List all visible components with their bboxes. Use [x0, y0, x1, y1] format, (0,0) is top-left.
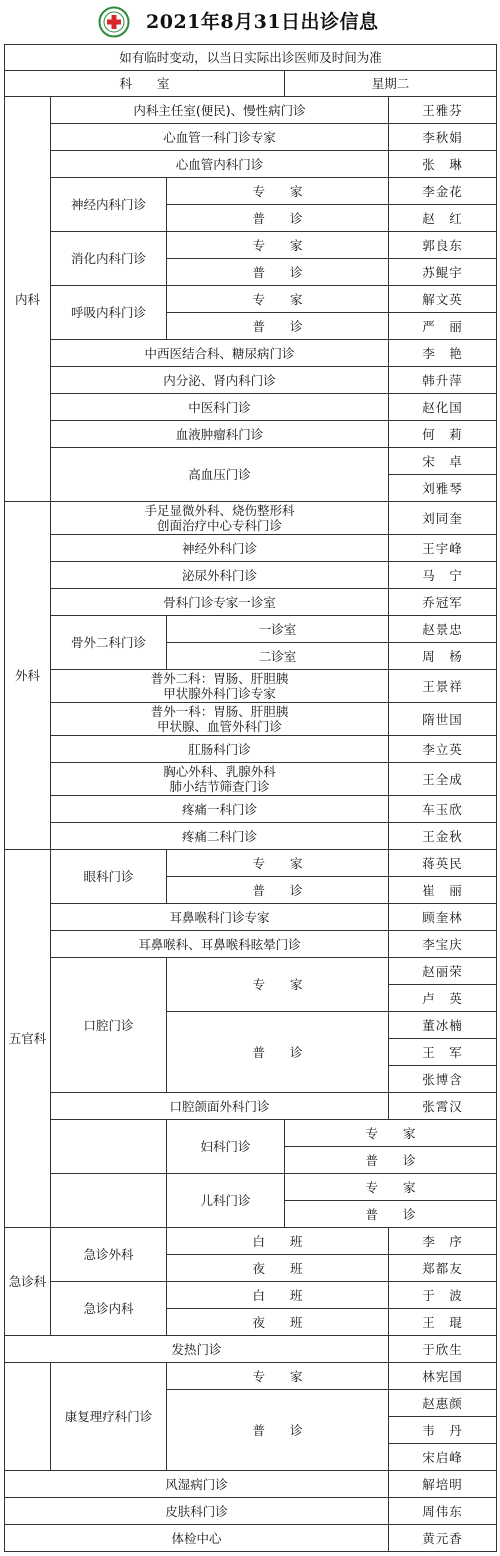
schedule-row — [5, 703, 497, 736]
doctor-name-cell: 张 琳 — [389, 151, 497, 178]
schedule-row — [5, 394, 497, 421]
doctor-name-cell: 周 杨 — [389, 643, 497, 670]
doctor-name-cell: 车玉欣 — [389, 796, 497, 823]
schedule-row — [5, 340, 497, 367]
department-cell: 妇科门诊 — [167, 1120, 285, 1174]
department-cell: 发热门诊 — [5, 1336, 389, 1363]
schedule-row — [5, 1498, 497, 1525]
doctor-name-cell: 解文英 — [389, 286, 497, 313]
doctor-name-cell: 黄元香 — [389, 1525, 497, 1552]
column-header-row — [5, 71, 497, 97]
schedule-row — [5, 1093, 497, 1120]
subtype-cell: 专 家 — [167, 958, 389, 1012]
schedule-row — [5, 1228, 497, 1255]
department-cell: 神经外科门诊 — [51, 535, 389, 562]
subtype-cell: 白 班 — [167, 1282, 389, 1309]
doctor-name-cell: 宋 卓 — [389, 448, 497, 475]
doctor-name-cell: 于欣生 — [389, 1336, 497, 1363]
category-cell: 急诊科 — [5, 1228, 51, 1336]
schedule-row — [5, 850, 497, 877]
doctor-name-cell: 李秋娟 — [389, 124, 497, 151]
schedule-row — [5, 367, 497, 394]
doctor-name-cell: 李 艳 — [389, 340, 497, 367]
doctor-name-cell: 乔冠军 — [389, 589, 497, 616]
doctor-name-cell: 于 波 — [389, 1282, 497, 1309]
department-cell: 中西医结合科、糖尿病门诊 — [51, 340, 389, 367]
doctor-name-cell: 赵惠颜 — [389, 1390, 497, 1417]
category-cell: 外科 — [5, 502, 51, 850]
doctor-name-cell: 顾奎林 — [389, 904, 497, 931]
doctor-name-cell: 赵丽荣 — [389, 958, 497, 985]
department-cell: 胸心外科、乳腺外科 肺小结节筛查门诊 — [51, 763, 389, 796]
schedule-row — [5, 1336, 497, 1363]
doctor-name-cell: 张霄汉 — [389, 1093, 497, 1120]
doctor-name-cell: 王金秋 — [389, 823, 497, 850]
department-cell: 内分泌、肾内科门诊 — [51, 367, 389, 394]
schedule-row — [5, 736, 497, 763]
doctor-name-cell: 林宪国 — [389, 1363, 497, 1390]
department-cell: 急诊内科 — [51, 1282, 167, 1336]
department-cell: 普外二科：胃肠、肝胆胰 甲状腺外科门诊专家 — [51, 670, 389, 703]
subtype-cell: 专 家 — [167, 286, 389, 313]
department-cell: 耳鼻喉科、耳鼻喉科眩晕门诊 — [51, 931, 389, 958]
blank-cell — [51, 1174, 167, 1228]
doctor-name-cell: 王全成 — [389, 763, 497, 796]
department-cell: 血液肿瘤科门诊 — [51, 421, 389, 448]
schedule-row — [5, 1471, 497, 1498]
schedule-row — [5, 1120, 497, 1147]
schedule-row — [5, 178, 497, 205]
schedule-row — [5, 1525, 497, 1552]
notice-text: 如有临时变动，以当日实际出诊医师及时间为准 — [5, 45, 497, 71]
doctor-name-cell: 王 琨 — [389, 1309, 497, 1336]
department-cell: 中医科门诊 — [51, 394, 389, 421]
schedule-row — [5, 931, 497, 958]
doctor-name-cell: 韦 丹 — [389, 1417, 497, 1444]
doctor-name-cell: 刘同奎 — [389, 502, 497, 535]
doctor-name-cell: 蒋英民 — [389, 850, 497, 877]
notice-row — [5, 45, 497, 71]
subtype-cell: 专 家 — [167, 232, 389, 259]
schedule-row — [5, 562, 497, 589]
schedule-row — [5, 823, 497, 850]
doctor-name-cell: 王 军 — [389, 1039, 497, 1066]
schedule-row — [5, 151, 497, 178]
subtype-cell: 普 诊 — [167, 877, 389, 904]
clinic-schedule-table — [4, 44, 497, 1552]
department-cell: 泌尿外科门诊 — [51, 562, 389, 589]
department-cell: 手足显微外科、烧伤整形科 创面治疗中心专科门诊 — [51, 502, 389, 535]
department-cell: 神经内科门诊 — [51, 178, 167, 232]
doctor-name-cell: 何 莉 — [389, 421, 497, 448]
blank-cell — [51, 1120, 167, 1174]
doctor-name-cell: 严 丽 — [389, 313, 497, 340]
department-cell: 风湿病门诊 — [5, 1471, 389, 1498]
subtype-cell: 普 诊 — [167, 1390, 389, 1471]
category-cell: 五官科 — [5, 850, 51, 1228]
schedule-row — [5, 448, 497, 475]
department-cell: 内科主任室(便民)、慢性病门诊 — [51, 97, 389, 124]
schedule-row — [5, 958, 497, 985]
doctor-name-cell: 王景祥 — [389, 670, 497, 703]
department-cell: 呼吸内科门诊 — [51, 286, 167, 340]
schedule-row — [5, 97, 497, 124]
department-cell: 肛肠科门诊 — [51, 736, 389, 763]
department-cell: 骨外二科门诊 — [51, 616, 167, 670]
department-cell: 心血管内科门诊 — [51, 151, 389, 178]
department-cell: 高血压门诊 — [51, 448, 389, 502]
doctor-name-cell: 李 序 — [389, 1228, 497, 1255]
doctor-name-cell: 赵景忠 — [389, 616, 497, 643]
schedule-row — [5, 670, 497, 703]
doctor-name-cell: 隋世国 — [389, 703, 497, 736]
department-cell: 疼痛一科门诊 — [51, 796, 389, 823]
subtype-cell: 普 诊 — [285, 1201, 497, 1228]
department-cell: 儿科门诊 — [167, 1174, 285, 1228]
doctor-name-cell: 崔 丽 — [389, 877, 497, 904]
schedule-row — [5, 589, 497, 616]
blank-cell — [5, 1363, 51, 1471]
schedule-row — [5, 616, 497, 643]
subtype-cell: 普 诊 — [167, 205, 389, 232]
page-title: 2021年8月31日出诊信息 — [146, 11, 379, 33]
schedule-row — [5, 1363, 497, 1390]
schedule-row — [5, 286, 497, 313]
doctor-name-cell: 周伟东 — [389, 1498, 497, 1525]
subtype-cell: 一诊室 — [167, 616, 389, 643]
day-column-header: 星期二 — [285, 71, 497, 97]
subtype-cell: 普 诊 — [285, 1147, 497, 1174]
page-header — [0, 0, 500, 44]
department-cell: 骨科门诊专家一诊室 — [51, 589, 389, 616]
department-cell: 体检中心 — [5, 1525, 389, 1552]
department-cell: 消化内科门诊 — [51, 232, 167, 286]
doctor-name-cell: 张博含 — [389, 1066, 497, 1093]
doctor-name-cell: 赵化国 — [389, 394, 497, 421]
subtype-cell: 夜 班 — [167, 1255, 389, 1282]
department-cell: 耳鼻喉科门诊专家 — [51, 904, 389, 931]
doctor-name-cell: 李立英 — [389, 736, 497, 763]
department-cell: 心血管一科门诊专家 — [51, 124, 389, 151]
department-cell: 普外一科：胃肠、肝胆胰 甲状腺、血管外科门诊 — [51, 703, 389, 736]
doctor-name-cell: 刘雅琴 — [389, 475, 497, 502]
schedule-row — [5, 1282, 497, 1309]
subtype-cell: 专 家 — [285, 1174, 497, 1201]
doctor-name-cell: 李宝庆 — [389, 931, 497, 958]
doctor-name-cell: 韩升萍 — [389, 367, 497, 394]
subtype-cell: 专 家 — [167, 1363, 389, 1390]
doctor-name-cell: 王雅芬 — [389, 97, 497, 124]
doctor-name-cell: 宋启峰 — [389, 1444, 497, 1471]
schedule-row — [5, 535, 497, 562]
doctor-name-cell: 解培明 — [389, 1471, 497, 1498]
department-cell: 口腔颌面外科门诊 — [51, 1093, 389, 1120]
subtype-cell: 专 家 — [167, 178, 389, 205]
subtype-cell: 普 诊 — [167, 1012, 389, 1093]
schedule-row — [5, 1174, 497, 1201]
doctor-name-cell: 马 宁 — [389, 562, 497, 589]
subtype-cell: 专 家 — [285, 1120, 497, 1147]
hospital-logo-icon — [98, 6, 130, 38]
schedule-row — [5, 232, 497, 259]
doctor-name-cell: 卢 英 — [389, 985, 497, 1012]
doctor-name-cell: 董冰楠 — [389, 1012, 497, 1039]
subtype-cell: 专 家 — [167, 850, 389, 877]
schedule-row — [5, 421, 497, 448]
category-cell: 内科 — [5, 97, 51, 502]
department-cell: 康复理疗科门诊 — [51, 1363, 167, 1471]
doctor-name-cell: 王宇峰 — [389, 535, 497, 562]
doctor-name-cell: 李金花 — [389, 178, 497, 205]
department-cell: 眼科门诊 — [51, 850, 167, 904]
doctor-name-cell: 郑都友 — [389, 1255, 497, 1282]
subtype-cell: 普 诊 — [167, 259, 389, 286]
subtype-cell: 普 诊 — [167, 313, 389, 340]
dept-column-header: 科 室 — [5, 71, 285, 97]
schedule-row — [5, 124, 497, 151]
department-cell: 皮肤科门诊 — [5, 1498, 389, 1525]
department-cell: 口腔门诊 — [51, 958, 167, 1093]
department-cell: 急诊外科 — [51, 1228, 167, 1282]
subtype-cell: 夜 班 — [167, 1309, 389, 1336]
doctor-name-cell: 苏鲲宇 — [389, 259, 497, 286]
doctor-name-cell: 赵 红 — [389, 205, 497, 232]
schedule-row — [5, 502, 497, 535]
subtype-cell: 二诊室 — [167, 643, 389, 670]
subtype-cell: 白 班 — [167, 1228, 389, 1255]
schedule-row — [5, 796, 497, 823]
doctor-name-cell: 郭良东 — [389, 232, 497, 259]
schedule-row — [5, 904, 497, 931]
department-cell: 疼痛二科门诊 — [51, 823, 389, 850]
schedule-row — [5, 763, 497, 796]
